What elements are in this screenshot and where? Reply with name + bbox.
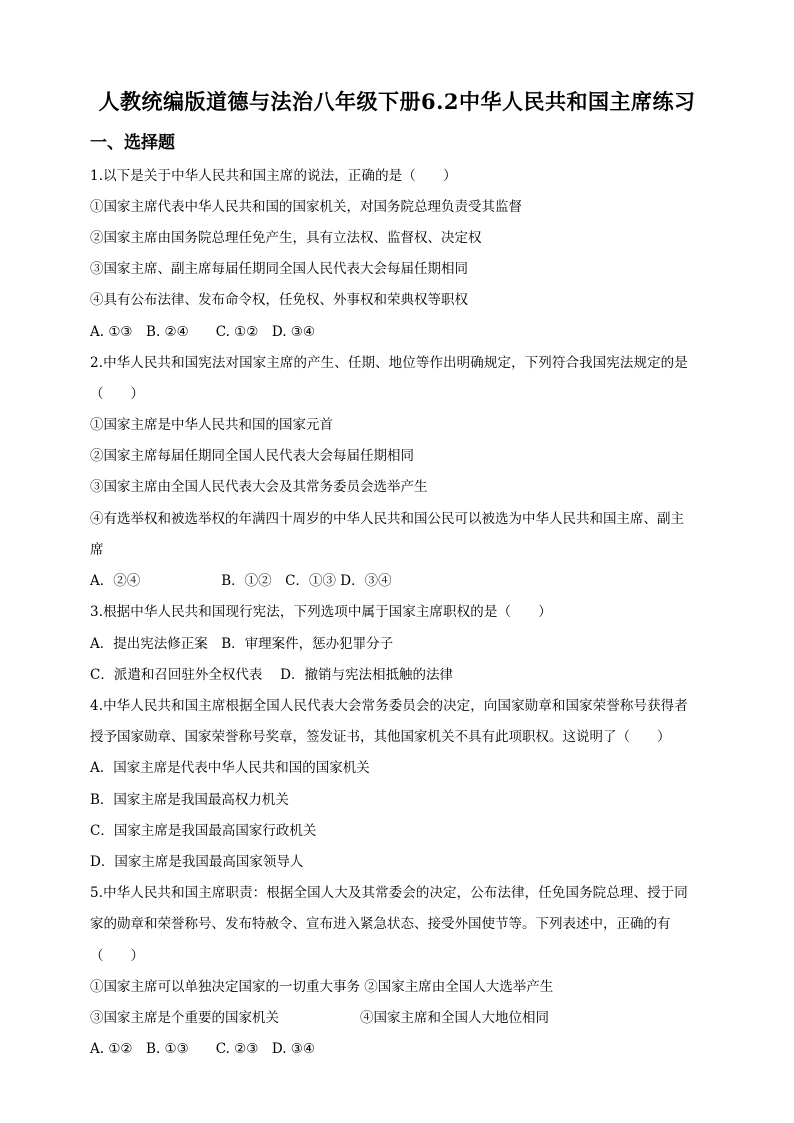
- question-5-stem: 5.中华人民共和国主席职责：根据全国人大及其常委会的决定，公布法律，任免国务院总理、授于同: [90, 885, 688, 901]
- question-2-stem: 2.中华人民共和国宪法对国家主席的产生、任期、地位等作出明确规定，下列符合我国宪法规定的是: [90, 355, 688, 371]
- question-2-options: A．②④ B．①② C．①③ D．③④: [90, 573, 392, 589]
- question-4-option-a: A．国家主席是代表中华人民共和国的国家机关: [90, 760, 370, 776]
- question-1-statement-3: ③国家主席、副主席每届任期同全国人民代表大会每届任期相同: [90, 261, 468, 277]
- question-2-stem-continued: （ ）: [90, 386, 144, 402]
- question-1-statement-4: ④具有公布法律、发布命令权，任免权、外事权和荣典权等职权: [90, 292, 468, 308]
- document-title: 人教统编版道德与法治八年级下册6.2中华人民共和国主席练习: [98, 89, 696, 114]
- question-2-statement-3: ③国家主席由全国人民代表大会及其常务委员会选举产生: [90, 479, 428, 495]
- question-2-statement-1: ①国家主席是中华人民共和国的国家元首: [90, 417, 333, 433]
- question-5-statements-1-2: ①国家主席可以单独决定国家的一切重大事务 ②国家主席由全国人大选举产生: [90, 979, 554, 995]
- question-1-statement-2: ②国家主席由国务院总理任免产生，具有立法权、监督权、决定权: [90, 230, 482, 246]
- question-5-stem-blank: （ ）: [90, 948, 144, 964]
- question-5-options: A. ①② B. ①③ C. ②③ D. ③④: [90, 1041, 316, 1057]
- question-5-statements-3-4: ③国家主席是个重要的国家机关 ④国家主席和全国人大地位相同: [90, 1010, 549, 1026]
- question-4-option-b: B．国家主席是我国最高权力机关: [90, 792, 289, 808]
- question-5-stem-continued: 家的勋章和荣誉称号、发布特赦令、宣布进入紧急状态、接受外国使节等。下列表述中，正确的有: [90, 916, 671, 932]
- section-heading: 一、选择题: [90, 133, 175, 153]
- question-4-option-d: D．国家主席是我国最高国家领导人: [90, 854, 304, 870]
- question-3-stem: 3.根据中华人民共和国现行宪法，下列选项中属于国家主席职权的是（ ）: [90, 604, 552, 620]
- question-4-option-c: C．国家主席是我国最高国家行政机关: [90, 823, 317, 839]
- question-3-options-cd: C．派遣和召回驻外全权代表 D．撤销与宪法相抵触的法律: [90, 667, 453, 683]
- question-1-stem: 1.以下是关于中华人民共和国主席的说法，正确的是（ ）: [90, 168, 457, 184]
- question-1-statement-1: ①国家主席代表中华人民共和国的国家机关，对国务院总理负责受其监督: [90, 199, 522, 215]
- question-1-options: A. ①③ B. ②④ C. ①② D. ③④: [90, 324, 316, 340]
- question-4-stem: 4.中华人民共和国主席根据全国人民代表大会常务委员会的决定，向国家勋章和国家荣誉称号获得者: [90, 698, 688, 714]
- question-2-statement-4: ④有选举权和被选举权的年满四十周岁的中华人民共和国公民可以被选为中华人民共和国主席、副主: [90, 511, 684, 527]
- question-3-options-ab: A．提出宪法修正案 B．审理案件，惩办犯罪分子: [90, 636, 394, 652]
- question-2-statement-2: ②国家主席每届任期同全国人民代表大会每届任期相同: [90, 448, 414, 464]
- question-2-statement-4-continued: 席: [90, 542, 104, 558]
- question-4-stem-continued: 授予国家勋章、国家荣誉称号奖章，签发证书，其他国家机关不具有此项职权。这说明了（ ）: [90, 729, 671, 745]
